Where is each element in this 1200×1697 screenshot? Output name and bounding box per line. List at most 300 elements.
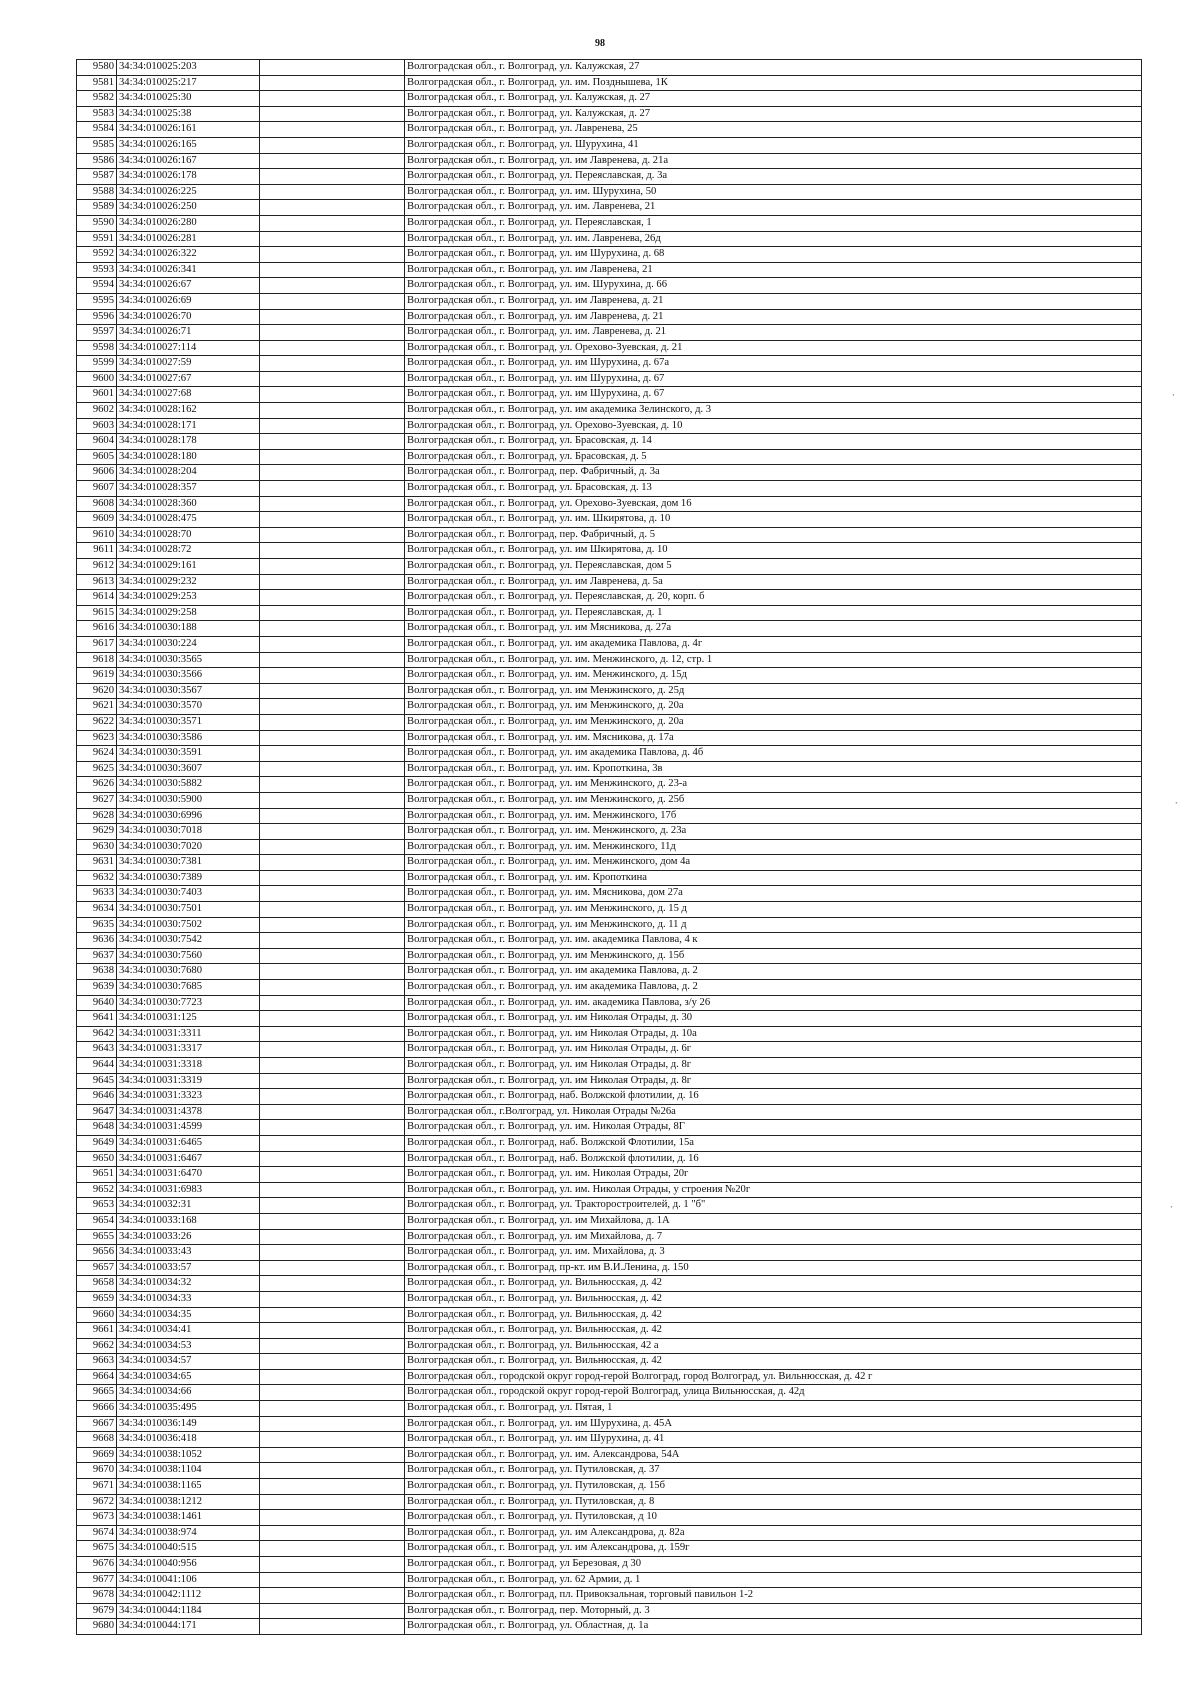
- table-row: [77, 839, 1142, 855]
- row-number-cell: 9658: [77, 1276, 117, 1292]
- table-row: [77, 1135, 1142, 1151]
- row-number-cell: 9662: [77, 1338, 117, 1354]
- row-number-cell: 9645: [77, 1073, 117, 1089]
- row-number-cell: 9644: [77, 1058, 117, 1074]
- row-number-cell: 9583: [77, 106, 117, 122]
- table-row: [77, 948, 1142, 964]
- cadastral-number-cell: 34:34:010034:53: [117, 1338, 260, 1354]
- address-cell: Волгоградская обл., г. Волгоград, ул. им академика Павлова, д. 4г: [405, 636, 1142, 652]
- cadastral-number-cell: 34:34:010036:149: [117, 1416, 260, 1432]
- cadastral-number-cell: 34:34:010030:7723: [117, 995, 260, 1011]
- address-cell: Волгоградская обл., г. Волгоград, наб. Волжской Флотилии, 15а: [405, 1135, 1142, 1151]
- row-number-cell: 9636: [77, 933, 117, 949]
- empty-cell: [260, 1245, 405, 1261]
- table-row: [77, 1525, 1142, 1541]
- empty-cell: [260, 1026, 405, 1042]
- address-cell: Волгоградская обл., г. Волгоград, ул. Вильнюсская, д. 42: [405, 1323, 1142, 1339]
- cadastral-number-cell: 34:34:010026:167: [117, 153, 260, 169]
- cadastral-number-cell: 34:34:010031:4599: [117, 1120, 260, 1136]
- cadastral-number-cell: 34:34:010027:114: [117, 340, 260, 356]
- address-cell: Волгоградская обл., г. Волгоград, ул. им. академика Павлова, 4 к: [405, 933, 1142, 949]
- address-cell: Волгоградская обл., г. Волгоград, ул. им Шурухина, д. 68: [405, 247, 1142, 263]
- row-number-cell: 9660: [77, 1307, 117, 1323]
- cadastral-number-cell: 34:34:010030:3586: [117, 730, 260, 746]
- empty-cell: [260, 60, 405, 76]
- cadastral-number-cell: 34:34:010027:68: [117, 387, 260, 403]
- cadastral-number-cell: 34:34:010042:1112: [117, 1588, 260, 1604]
- row-number-cell: 9672: [77, 1494, 117, 1510]
- row-number-cell: 9628: [77, 808, 117, 824]
- row-number-cell: 9661: [77, 1323, 117, 1339]
- address-cell: Волгоградская обл., г. Волгоград, ул. им Мясникова, д. 27а: [405, 621, 1142, 637]
- table-row: [77, 792, 1142, 808]
- address-cell: Волгоградская обл., г. Волгоград, ул. Путиловская, д. 15б: [405, 1479, 1142, 1495]
- address-cell: Волгоградская обл., г. Волгоград, ул. им Николая Отрады, д. 6г: [405, 1042, 1142, 1058]
- row-number-cell: 9639: [77, 980, 117, 996]
- address-cell: Волгоградская обл., г. Волгоград, ул. им Шурухина, д. 67: [405, 387, 1142, 403]
- row-number-cell: 9591: [77, 231, 117, 247]
- address-cell: Волгоградская обл., г. Волгоград, ул. им. Лавренева, 26д: [405, 231, 1142, 247]
- address-cell: Волгоградская обл., г. Волгоград, ул. им Менжинского, д. 23-а: [405, 777, 1142, 793]
- table-row: [77, 1354, 1142, 1370]
- cadastral-number-cell: 34:34:010028:180: [117, 449, 260, 465]
- address-cell: Волгоградская обл., г. Волгоград, ул. им Шурухина, д. 45А: [405, 1416, 1142, 1432]
- address-cell: Волгоградская обл., г. Волгоград, ул. Тракторостроителей, д. 1 "б": [405, 1198, 1142, 1214]
- cadastral-number-cell: 34:34:010026:165: [117, 137, 260, 153]
- table-row: [77, 1229, 1142, 1245]
- row-number-cell: 9663: [77, 1354, 117, 1370]
- row-number-cell: 9609: [77, 512, 117, 528]
- row-number-cell: 9675: [77, 1541, 117, 1557]
- empty-cell: [260, 1416, 405, 1432]
- row-number-cell: 9667: [77, 1416, 117, 1432]
- empty-cell: [260, 1541, 405, 1557]
- empty-cell: [260, 1307, 405, 1323]
- table-row: [77, 1432, 1142, 1448]
- table-row: [77, 980, 1142, 996]
- address-cell: Волгоградская обл., г. Волгоград, пр-кт. им В.И.Ленина, д. 150: [405, 1260, 1142, 1276]
- empty-cell: [260, 1323, 405, 1339]
- row-number-cell: 9611: [77, 543, 117, 559]
- table-row: [77, 293, 1142, 309]
- empty-cell: [260, 917, 405, 933]
- empty-cell: [260, 855, 405, 871]
- registry-table: [76, 59, 1142, 1635]
- row-number-cell: 9603: [77, 418, 117, 434]
- empty-cell: [260, 137, 405, 153]
- cadastral-number-cell: 34:34:010028:70: [117, 527, 260, 543]
- empty-cell: [260, 590, 405, 606]
- empty-cell: [260, 652, 405, 668]
- row-number-cell: 9640: [77, 995, 117, 1011]
- row-number-cell: 9656: [77, 1245, 117, 1261]
- empty-cell: [260, 449, 405, 465]
- empty-cell: [260, 1042, 405, 1058]
- cadastral-number-cell: 34:34:010031:3311: [117, 1026, 260, 1042]
- address-cell: Волгоградская обл., г. Волгоград, ул. им Николая Отрады, д. 30: [405, 1011, 1142, 1027]
- row-number-cell: 9641: [77, 1011, 117, 1027]
- address-cell: Волгоградская обл., г. Волгоград, ул. Вильнюсская, д. 42: [405, 1307, 1142, 1323]
- table-row: [77, 1182, 1142, 1198]
- address-cell: Волгоградская обл., г. Волгоград, ул. им. Менжинского, д. 23а: [405, 824, 1142, 840]
- table-row: [77, 215, 1142, 231]
- table-row: [77, 418, 1142, 434]
- table-row: [77, 1369, 1142, 1385]
- empty-cell: [260, 605, 405, 621]
- table-row: [77, 1416, 1142, 1432]
- row-number-cell: 9582: [77, 91, 117, 107]
- address-cell: Волгоградская обл., г. Волгоград, ул. им. Шурухина, д. 66: [405, 278, 1142, 294]
- address-cell: Волгоградская обл., г. Волгоград, ул. им Лавренева, 21: [405, 262, 1142, 278]
- cadastral-number-cell: 34:34:010038:974: [117, 1525, 260, 1541]
- address-cell: Волгоградская обл., г. Волгоград, ул. им. Менжинского, дом 4а: [405, 855, 1142, 871]
- empty-cell: [260, 1120, 405, 1136]
- empty-cell: [260, 527, 405, 543]
- cadastral-number-cell: 34:34:010030:188: [117, 621, 260, 637]
- row-number-cell: 9597: [77, 325, 117, 341]
- address-cell: Волгоградская обл., г. Волгоград, ул. Лавренева, 25: [405, 122, 1142, 138]
- row-number-cell: 9652: [77, 1182, 117, 1198]
- row-number-cell: 9679: [77, 1603, 117, 1619]
- row-number-cell: 9668: [77, 1432, 117, 1448]
- table-row: [77, 1338, 1142, 1354]
- address-cell: Волгоградская обл., г. Волгоград, ул. им Менжинского, д. 15 д: [405, 902, 1142, 918]
- cadastral-number-cell: 34:34:010031:6467: [117, 1151, 260, 1167]
- cadastral-number-cell: 34:34:010030:7501: [117, 902, 260, 918]
- table-row: [77, 636, 1142, 652]
- cadastral-number-cell: 34:34:010034:41: [117, 1323, 260, 1339]
- table-row: [77, 1557, 1142, 1573]
- table-row: [77, 668, 1142, 684]
- empty-cell: [260, 948, 405, 964]
- table-row: [77, 1198, 1142, 1214]
- cadastral-number-cell: 34:34:010026:178: [117, 169, 260, 185]
- address-cell: Волгоградская обл., г. Волгоград, ул. им. Лавренева, д. 21: [405, 325, 1142, 341]
- cadastral-number-cell: 34:34:010028:204: [117, 465, 260, 481]
- address-cell: Волгоградская обл., г. Волгоград, ул. им академика Павлова, д. 4б: [405, 746, 1142, 762]
- empty-cell: [260, 325, 405, 341]
- empty-cell: [260, 293, 405, 309]
- table-row: [77, 1510, 1142, 1526]
- table-row: [77, 714, 1142, 730]
- address-cell: Волгоградская обл., г. Волгоград, пер. Фабричный, д. 3а: [405, 465, 1142, 481]
- empty-cell: [260, 824, 405, 840]
- table-row: [77, 106, 1142, 122]
- table-row: [77, 543, 1142, 559]
- cadastral-number-cell: 34:34:010030:5900: [117, 792, 260, 808]
- table-row: [77, 356, 1142, 372]
- row-number-cell: 9629: [77, 824, 117, 840]
- address-cell: Волгоградская обл., г. Волгоград, ул. Переяславская, дом 5: [405, 559, 1142, 575]
- cadastral-number-cell: 34:34:010034:57: [117, 1354, 260, 1370]
- cadastral-number-cell: 34:34:010038:1104: [117, 1463, 260, 1479]
- address-cell: Волгоградская обл., г. Волгоград, ул. Путиловская, д 10: [405, 1510, 1142, 1526]
- address-cell: Волгоградская обл., г. Волгоград, ул. им. Менжинского, 11д: [405, 839, 1142, 855]
- empty-cell: [260, 371, 405, 387]
- empty-cell: [260, 839, 405, 855]
- row-number-cell: 9632: [77, 870, 117, 886]
- table-row: [77, 1120, 1142, 1136]
- empty-cell: [260, 1588, 405, 1604]
- row-number-cell: 9631: [77, 855, 117, 871]
- empty-cell: [260, 1198, 405, 1214]
- empty-cell: [260, 1525, 405, 1541]
- cadastral-number-cell: 34:34:010025:30: [117, 91, 260, 107]
- empty-cell: [260, 1479, 405, 1495]
- row-number-cell: 9653: [77, 1198, 117, 1214]
- cadastral-number-cell: 34:34:010026:71: [117, 325, 260, 341]
- empty-cell: [260, 808, 405, 824]
- address-cell: Волгоградская обл., г. Волгоград, ул. им. Кропоткина: [405, 870, 1142, 886]
- scan-artifact: ꞏ: [1175, 798, 1178, 808]
- table-row: [77, 169, 1142, 185]
- empty-cell: [260, 886, 405, 902]
- cadastral-number-cell: 34:34:010033:43: [117, 1245, 260, 1261]
- cadastral-number-cell: 34:34:010038:1461: [117, 1510, 260, 1526]
- row-number-cell: 9601: [77, 387, 117, 403]
- row-number-cell: 9674: [77, 1525, 117, 1541]
- cadastral-number-cell: 34:34:010030:6996: [117, 808, 260, 824]
- scan-artifact: ꞏ: [1172, 390, 1175, 400]
- cadastral-number-cell: 34:34:010030:3607: [117, 761, 260, 777]
- address-cell: Волгоградская обл., г. Волгоград, ул. им Шурухина, д. 67: [405, 371, 1142, 387]
- empty-cell: [260, 1213, 405, 1229]
- empty-cell: [260, 559, 405, 575]
- row-number-cell: 9602: [77, 403, 117, 419]
- row-number-cell: 9613: [77, 574, 117, 590]
- row-number-cell: 9581: [77, 75, 117, 91]
- cadastral-number-cell: 34:34:010030:7680: [117, 964, 260, 980]
- address-cell: Волгоградская обл., г. Волгоград, пер. Моторный, д. 3: [405, 1603, 1142, 1619]
- address-cell: Волгоградская обл., г. Волгоград, ул. Орехово-Зуевская, д. 10: [405, 418, 1142, 434]
- scan-artifact: ꞏ: [1170, 1202, 1173, 1212]
- cadastral-number-cell: 34:34:010029:161: [117, 559, 260, 575]
- address-cell: Волгоградская обл., г. Волгоград, ул. Переяславская, д. 1: [405, 605, 1142, 621]
- row-number-cell: 9618: [77, 652, 117, 668]
- empty-cell: [260, 995, 405, 1011]
- table-row: [77, 1572, 1142, 1588]
- empty-cell: [260, 184, 405, 200]
- empty-cell: [260, 777, 405, 793]
- table-row: [77, 730, 1142, 746]
- row-number-cell: 9606: [77, 465, 117, 481]
- empty-cell: [260, 91, 405, 107]
- row-number-cell: 9615: [77, 605, 117, 621]
- row-number-cell: 9612: [77, 559, 117, 575]
- empty-cell: [260, 1447, 405, 1463]
- empty-cell: [260, 1463, 405, 1479]
- row-number-cell: 9664: [77, 1369, 117, 1385]
- address-cell: Волгоградская обл., г. Волгоград, ул. им. Менжинского, 17б: [405, 808, 1142, 824]
- empty-cell: [260, 730, 405, 746]
- row-number-cell: 9647: [77, 1104, 117, 1120]
- empty-cell: [260, 1151, 405, 1167]
- empty-cell: [260, 1354, 405, 1370]
- row-number-cell: 9616: [77, 621, 117, 637]
- table-row: [77, 683, 1142, 699]
- address-cell: Волгоградская обл., г. Волгоград, ул. им. Лавренева, 21: [405, 200, 1142, 216]
- table-row: [77, 1276, 1142, 1292]
- cadastral-number-cell: 34:34:010025:217: [117, 75, 260, 91]
- row-number-cell: 9624: [77, 746, 117, 762]
- address-cell: Волгоградская обл., г. Волгоград, ул. им академика Зелинского, д. 3: [405, 403, 1142, 419]
- cadastral-number-cell: 34:34:010030:3567: [117, 683, 260, 699]
- empty-cell: [260, 746, 405, 762]
- table-row: [77, 200, 1142, 216]
- cadastral-number-cell: 34:34:010040:515: [117, 1541, 260, 1557]
- empty-cell: [260, 902, 405, 918]
- table-row: [77, 1463, 1142, 1479]
- table-row: [77, 153, 1142, 169]
- table-row: [77, 1042, 1142, 1058]
- row-number-cell: 9678: [77, 1588, 117, 1604]
- row-number-cell: 9605: [77, 449, 117, 465]
- table-row: [77, 137, 1142, 153]
- address-cell: Волгоградская обл., г. Волгоград, ул. им. Кропоткина, 3в: [405, 761, 1142, 777]
- address-cell: Волгоградская обл., г. Волгоград, ул. Вильнюсская, д. 42: [405, 1354, 1142, 1370]
- address-cell: Волгоградская обл., г.Волгоград, ул. Николая Отрады №26а: [405, 1104, 1142, 1120]
- address-cell: Волгоградская обл., г. Волгоград, ул. им Николая Отрады, д. 8г: [405, 1058, 1142, 1074]
- row-number-cell: 9665: [77, 1385, 117, 1401]
- address-cell: Волгоградская обл., г. Волгоград, ул. им. Николая Отрады, 8Г: [405, 1120, 1142, 1136]
- table-row: [77, 777, 1142, 793]
- address-cell: Волгоградская обл., г. Волгоград, ул. Брасовская, д. 14: [405, 434, 1142, 450]
- address-cell: Волгоградская обл., г. Волгоград, ул. им. Менжинского, д. 15д: [405, 668, 1142, 684]
- row-number-cell: 9600: [77, 371, 117, 387]
- empty-cell: [260, 1229, 405, 1245]
- address-cell: Волгоградская обл., г. Волгоград, ул. им. академика Павлова, з/у 26: [405, 995, 1142, 1011]
- table-row: [77, 1089, 1142, 1105]
- row-number-cell: 9598: [77, 340, 117, 356]
- table-row: [77, 309, 1142, 325]
- empty-cell: [260, 496, 405, 512]
- address-cell: Волгоградская обл., г. Волгоград, ул. Орехово-Зуевская, дом 16: [405, 496, 1142, 512]
- cadastral-number-cell: 34:34:010030:7020: [117, 839, 260, 855]
- empty-cell: [260, 980, 405, 996]
- address-cell: Волгоградская обл., г. Волгоград, ул. Переяславская, д. 20, корп. б: [405, 590, 1142, 606]
- table-row: [77, 1213, 1142, 1229]
- table-row: [77, 1073, 1142, 1089]
- cadastral-number-cell: 34:34:010031:3323: [117, 1089, 260, 1105]
- empty-cell: [260, 340, 405, 356]
- row-number-cell: 9608: [77, 496, 117, 512]
- table-row: [77, 1167, 1142, 1183]
- address-cell: Волгоградская обл., г. Волгоград, ул. Вильнюсская, 42 а: [405, 1338, 1142, 1354]
- table-row: [77, 761, 1142, 777]
- table-row: [77, 1385, 1142, 1401]
- table-row: [77, 1245, 1142, 1261]
- row-number-cell: 9584: [77, 122, 117, 138]
- row-number-cell: 9659: [77, 1291, 117, 1307]
- table-row: [77, 699, 1142, 715]
- table-row: [77, 512, 1142, 528]
- empty-cell: [260, 1167, 405, 1183]
- address-cell: Волгоградская обл., г. Волгоград, ул. Калужская, 27: [405, 60, 1142, 76]
- cadastral-number-cell: 34:34:010029:232: [117, 574, 260, 590]
- table-row: [77, 605, 1142, 621]
- table-row: [77, 91, 1142, 107]
- empty-cell: [260, 636, 405, 652]
- address-cell: Волгоградская обл., г. Волгоград, ул. им Лавренева, д. 21: [405, 293, 1142, 309]
- row-number-cell: 9646: [77, 1089, 117, 1105]
- empty-cell: [260, 1058, 405, 1074]
- empty-cell: [260, 792, 405, 808]
- table-row: [77, 1260, 1142, 1276]
- cadastral-number-cell: 34:34:010034:66: [117, 1385, 260, 1401]
- row-number-cell: 9676: [77, 1557, 117, 1573]
- cadastral-number-cell: 34:34:010025:38: [117, 106, 260, 122]
- empty-cell: [260, 1182, 405, 1198]
- empty-cell: [260, 153, 405, 169]
- table-row: [77, 1541, 1142, 1557]
- address-cell: Волгоградская обл., г. Волгоград, ул. Переяславская, д. 3а: [405, 169, 1142, 185]
- empty-cell: [260, 231, 405, 247]
- cadastral-number-cell: 34:34:010026:225: [117, 184, 260, 200]
- cadastral-number-cell: 34:34:010030:7502: [117, 917, 260, 933]
- empty-cell: [260, 699, 405, 715]
- table-row: [77, 917, 1142, 933]
- row-number-cell: 9627: [77, 792, 117, 808]
- address-cell: Волгоградская обл., г. Волгоград, ул. Вильнюсская, д. 42: [405, 1291, 1142, 1307]
- cadastral-number-cell: 34:34:010030:3570: [117, 699, 260, 715]
- cadastral-number-cell: 34:34:010033:26: [117, 1229, 260, 1245]
- cadastral-number-cell: 34:34:010026:280: [117, 215, 260, 231]
- address-cell: Волгоградская обл., г. Волгоград, ул Березовая, д 30: [405, 1557, 1142, 1573]
- table-row: [77, 434, 1142, 450]
- cadastral-number-cell: 34:34:010031:6983: [117, 1182, 260, 1198]
- table-row: [77, 808, 1142, 824]
- cadastral-number-cell: 34:34:010038:1165: [117, 1479, 260, 1495]
- cadastral-number-cell: 34:34:010038:1212: [117, 1494, 260, 1510]
- address-cell: Волгоградская обл., г. Волгоград, ул. Орехово-Зуевская, д. 21: [405, 340, 1142, 356]
- row-number-cell: 9650: [77, 1151, 117, 1167]
- cadastral-number-cell: 34:34:010030:7685: [117, 980, 260, 996]
- table-row: [77, 995, 1142, 1011]
- table-row: [77, 481, 1142, 497]
- table-row: [77, 1058, 1142, 1074]
- table-row: [77, 1401, 1142, 1417]
- empty-cell: [260, 465, 405, 481]
- cadastral-number-cell: 34:34:010034:65: [117, 1369, 260, 1385]
- row-number-cell: 9633: [77, 886, 117, 902]
- empty-cell: [260, 200, 405, 216]
- row-number-cell: 9595: [77, 293, 117, 309]
- empty-cell: [260, 1260, 405, 1276]
- address-cell: Волгоградская обл., г. Волгоград, ул. им Менжинского, д. 25б: [405, 792, 1142, 808]
- empty-cell: [260, 574, 405, 590]
- table-row: [77, 855, 1142, 871]
- table-row: [77, 964, 1142, 980]
- cadastral-number-cell: 34:34:010031:6465: [117, 1135, 260, 1151]
- cadastral-number-cell: 34:34:010026:322: [117, 247, 260, 263]
- address-cell: Волгоградская обл., г. Волгоград, ул. им Менжинского, д. 11 д: [405, 917, 1142, 933]
- empty-cell: [260, 761, 405, 777]
- empty-cell: [260, 1401, 405, 1417]
- table-row: [77, 1026, 1142, 1042]
- empty-cell: [260, 543, 405, 559]
- empty-cell: [260, 1073, 405, 1089]
- address-cell: Волгоградская обл., г. Волгоград, ул. им. Александрова, 54А: [405, 1447, 1142, 1463]
- address-cell: Волгоградская обл., городской округ город-герой Волгоград, улица Вильнюсская, д. 42д: [405, 1385, 1142, 1401]
- row-number-cell: 9587: [77, 169, 117, 185]
- row-number-cell: 9648: [77, 1120, 117, 1136]
- table-row: [77, 824, 1142, 840]
- cadastral-number-cell: 34:34:010031:125: [117, 1011, 260, 1027]
- empty-cell: [260, 1291, 405, 1307]
- empty-cell: [260, 512, 405, 528]
- table-row: [77, 247, 1142, 263]
- row-number-cell: 9604: [77, 434, 117, 450]
